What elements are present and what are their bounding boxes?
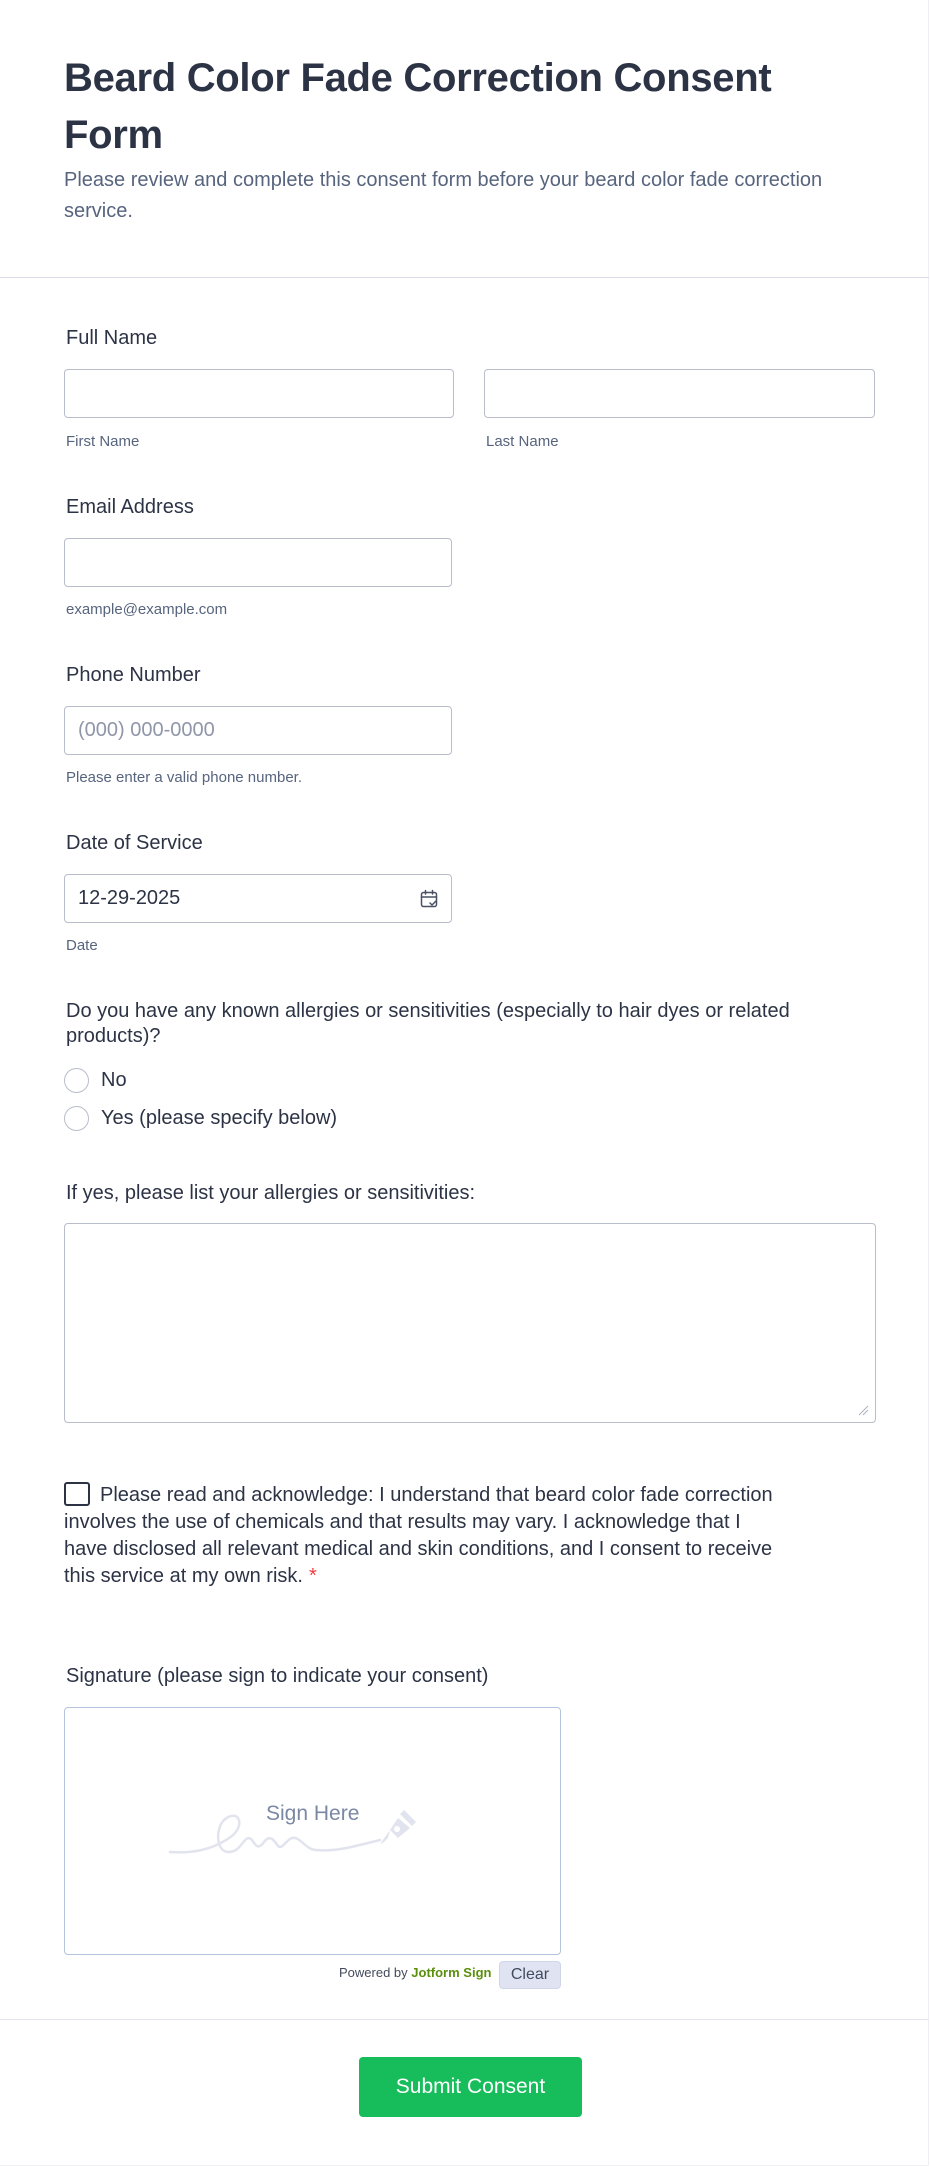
signature-label: Signature (please sign to indicate your consent) xyxy=(66,1665,489,1687)
resize-handle-icon[interactable] xyxy=(857,1404,869,1416)
email-label: Email Address xyxy=(66,496,194,518)
first-name-input[interactable] xyxy=(64,369,454,418)
radio-option-yes[interactable] xyxy=(64,1105,337,1131)
radio-label: No xyxy=(101,1068,127,1091)
jotform-sign-link[interactable]: Jotform Sign xyxy=(411,1965,492,1980)
date-label: Date of Service xyxy=(66,832,203,854)
powered-by xyxy=(339,1965,491,1980)
date-sublabel: Date xyxy=(66,937,98,954)
date-value: 12-29-2025 xyxy=(78,887,181,909)
phone-input[interactable] xyxy=(64,706,452,755)
radio-circle[interactable] xyxy=(64,1106,89,1131)
last-name-input[interactable] xyxy=(484,369,875,418)
first-name-sublabel: First Name xyxy=(66,433,140,450)
allergies-details-label: If yes, please list your allergies or sensitivities: xyxy=(66,1182,476,1204)
acknowledgement-text: Please read and acknowledge: I understand that beard color fade correction involves the use of chemicals and that results may vary. I acknowledge that I have disclosed all relevant medical and skin conditions, and I consent to receive this service at my own risk. xyxy=(64,1484,773,1587)
phone-sublabel: Please enter a valid phone number. xyxy=(66,769,302,786)
submit-consent-button[interactable]: Submit Consent xyxy=(359,2057,582,2117)
powered-by-text: Powered by xyxy=(339,1965,408,1980)
acknowledgement-checkbox[interactable] xyxy=(64,1482,90,1506)
radio-circle[interactable] xyxy=(64,1068,89,1093)
date-input[interactable] xyxy=(64,874,452,923)
email-sublabel: example@example.com xyxy=(66,601,228,618)
full-name-label: Full Name xyxy=(66,327,158,349)
phone-label: Phone Number xyxy=(66,664,201,686)
sign-here-placeholder: Sign Here xyxy=(266,1802,360,1825)
page-subtitle: Please review and complete this consent form before your beard color fade correction service. xyxy=(64,169,823,222)
form-header xyxy=(0,0,929,278)
email-input[interactable] xyxy=(64,538,452,587)
page-title: Beard Color Fade Correction Consent Form xyxy=(64,56,772,157)
radio-label: Yes (please specify below) xyxy=(101,1106,338,1129)
acknowledgement-field xyxy=(64,1482,774,1590)
allergies-question-label: Do you have any known allergies or sensitivities (especially to hair dyes or related products)? xyxy=(66,1000,790,1047)
clear-signature-button[interactable]: Clear xyxy=(499,1961,561,1989)
footer-divider xyxy=(0,2019,929,2020)
calendar-icon[interactable] xyxy=(419,889,439,909)
radio-option-no[interactable] xyxy=(64,1067,127,1093)
allergies-textarea[interactable] xyxy=(64,1223,876,1423)
required-marker: * xyxy=(308,1565,317,1587)
last-name-sublabel: Last Name xyxy=(486,433,559,450)
